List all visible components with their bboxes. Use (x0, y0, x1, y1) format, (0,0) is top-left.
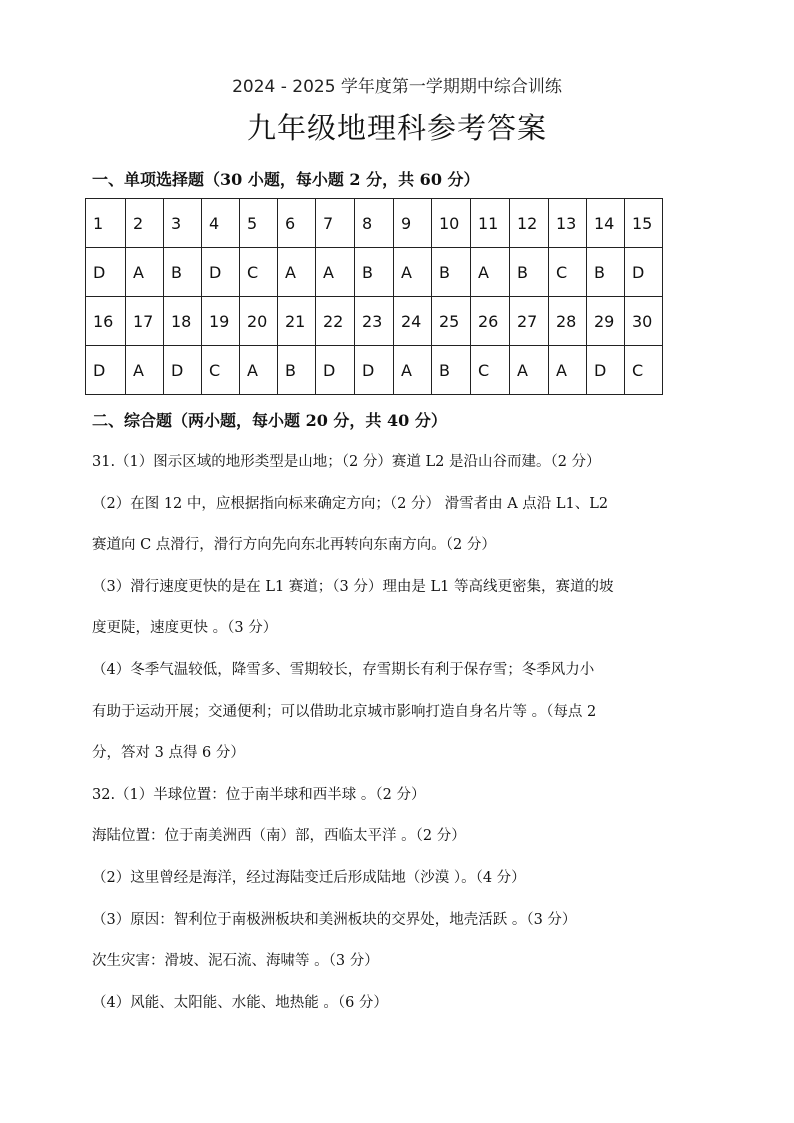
question-number-cell: 22 (316, 297, 355, 346)
answer-line: 次生灾害：滑坡、泥石流、海啸等 。（3 分） (92, 953, 379, 970)
section-heading-comprehensive: 二、综合题（两小题，每小题 20 分，共 40 分） (92, 411, 447, 430)
question-number-cell: 2 (126, 199, 164, 248)
answer-cell: B (432, 248, 471, 297)
question-number-row (86, 297, 663, 346)
answer-cell: D (587, 346, 625, 395)
answer-line: 海陆位置：位于南美洲西（南）部，西临太平洋 。（2 分） (92, 828, 466, 845)
question-number-cell: 9 (394, 199, 432, 248)
answer-cell: A (240, 346, 278, 395)
question-number-cell: 4 (202, 199, 240, 248)
question-number-cell: 30 (625, 297, 663, 346)
answer-cell: A (394, 346, 432, 395)
answer-line: 31.（1）图示区域的地形类型是山地；（2 分）赛道 L2 是沿山谷而建。（2 分） (92, 454, 601, 470)
answer-cell: D (202, 248, 240, 297)
question-number-cell: 5 (240, 199, 278, 248)
answer-cell: C (202, 346, 240, 395)
answer-line: 32.（1）半球位置：位于南半球和西半球 。（2 分） (92, 786, 426, 803)
answer-cell: A (549, 346, 587, 395)
answer-cell: D (86, 248, 126, 297)
page-title: 九年级地理科参考答案 (246, 111, 547, 145)
question-number-cell: 26 (471, 297, 510, 346)
answer-cell: A (126, 248, 164, 297)
answer-cell: D (164, 346, 202, 395)
answer-line: （2）这里曾经是海洋，经过海陆变迁后形成陆地（沙漠 ）。（4 分） (92, 870, 526, 886)
answer-line: 赛道向 C 点滑行，滑行方向先向东北再转向东南方向。（2 分） (92, 537, 496, 554)
question-number-cell: 11 (471, 199, 510, 248)
answer-cell: A (316, 248, 355, 297)
answer-table (85, 198, 663, 395)
answer-line: 度更陡，速度更快 。（3 分） (92, 620, 278, 637)
question-number-cell: 29 (587, 297, 625, 346)
answer-cell: B (432, 346, 471, 395)
answer-cell: D (625, 248, 663, 297)
answer-cell: B (355, 248, 394, 297)
answer-line: 有助于运动开展；交通便利；可以借助北京城市影响打造自身名片等 。（每点 2 (92, 703, 597, 720)
question-number-cell: 8 (355, 199, 394, 248)
question-number-cell: 12 (510, 199, 549, 248)
question-number-cell: 19 (202, 297, 240, 346)
answer-cell: A (471, 248, 510, 297)
question-number-cell: 24 (394, 297, 432, 346)
answer-line: 分，答对 3 点得 6 分） (92, 745, 245, 762)
answer-cell: D (86, 346, 126, 395)
section-heading-choice: 一、单项选择题（30 小题，每小题 2 分，共 60 分） (92, 170, 480, 189)
answer-cell: B (510, 248, 549, 297)
answer-row (86, 346, 663, 395)
question-number-cell: 3 (164, 199, 202, 248)
answer-cell: B (587, 248, 625, 297)
question-number-cell: 28 (549, 297, 587, 346)
answer-line: （4）冬季气温较低，降雪多、雪期较长，存雪期长有利于保存雪；冬季风力小 (92, 662, 595, 678)
answer-cell: C (471, 346, 510, 395)
answer-cell: A (510, 346, 549, 395)
answer-line: （3）原因：智利位于南极洲板块和美洲板块的交界处，地壳活跃 。（3 分） (92, 911, 577, 928)
question-number-cell: 6 (278, 199, 316, 248)
answer-line: （2）在图 12 中，应根据指向标来确定方向；（2 分） 滑雪者由 A 点沿 L1、L2 (92, 495, 609, 512)
question-number-cell: 17 (126, 297, 164, 346)
question-number-cell: 18 (164, 297, 202, 346)
question-number-cell: 14 (587, 199, 625, 248)
question-number-cell: 27 (510, 297, 549, 346)
answer-cell: C (549, 248, 587, 297)
question-number-cell: 25 (432, 297, 471, 346)
question-number-cell: 20 (240, 297, 278, 346)
question-number-cell: 10 (432, 199, 471, 248)
answer-cell: B (164, 248, 202, 297)
answer-cell: A (126, 346, 164, 395)
answer-cell: B (278, 346, 316, 395)
question-number-cell: 13 (549, 199, 587, 248)
exam-subtitle: 2024 - 2025 学年度第一学期期中综合训练 (232, 77, 562, 97)
answer-cell: D (316, 346, 355, 395)
answer-cell: A (278, 248, 316, 297)
question-number-cell: 7 (316, 199, 355, 248)
question-number-cell: 21 (278, 297, 316, 346)
answer-row (86, 248, 663, 297)
answer-line: （3）滑行速度更快的是在 L1 赛道；（3 分）理由是 L1 等高线更密集，赛道的坡 (92, 578, 614, 595)
question-number-cell: 15 (625, 199, 663, 248)
answer-cell: A (394, 248, 432, 297)
answer-cell: D (355, 346, 394, 395)
answer-cell: C (625, 346, 663, 395)
question-number-row (86, 199, 663, 248)
answer-cell: C (240, 248, 278, 297)
question-number-cell: 23 (355, 297, 394, 346)
question-number-cell: 16 (86, 297, 126, 346)
question-number-cell: 1 (86, 199, 126, 248)
answer-line: （4）风能、太阳能、水能、地热能 。（6 分） (92, 994, 388, 1011)
